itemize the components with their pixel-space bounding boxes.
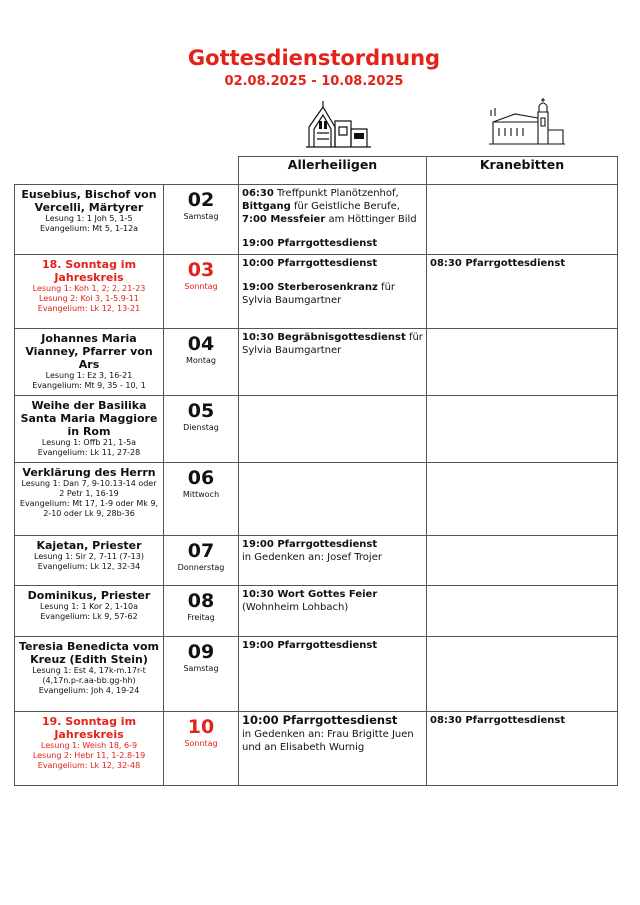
day-number: 08: [187, 590, 215, 612]
event-title: 7:00 Messfeier: [242, 214, 326, 225]
event-title: Bittgang: [242, 201, 291, 212]
saint-name: Johannes Maria Vianney, Pfarrer von Ars: [25, 332, 153, 371]
saint-name: Verklärung des Herrn: [22, 466, 156, 479]
table-row: [15, 586, 618, 637]
saint-cell: [15, 396, 164, 463]
event-title: 19:00 Pfarrgottesdienst: [242, 640, 378, 651]
day-cell: [164, 586, 239, 637]
saint-name: Teresia Benedicta vom Kreuz (Edith Stein): [19, 640, 159, 666]
day-cell: [164, 255, 239, 329]
saint-name: Eusebius, Bischof von Vercelli, Märtyrer: [21, 188, 157, 214]
event-text: für Sylvia Baumgartner: [242, 282, 396, 306]
reading: Lesung 1: Est 4, 17k-m.17r-t (4,17n.p-r.aa-bb.gg-hh): [32, 666, 146, 685]
reading: Lesung 2: Kol 3, 1-5.9-11: [39, 294, 139, 303]
event-title: 19:00 Pfarrgottesdienst: [242, 539, 378, 550]
table-row: [15, 712, 618, 786]
event-title: 10:00 Pfarrgottesdienst: [242, 713, 398, 727]
table-row: [15, 255, 618, 329]
day-cell: [164, 463, 239, 536]
table-row: [15, 536, 618, 586]
saint-name: 19. Sonntag im Jahreskreis: [41, 715, 137, 741]
event-title: 10:30 Begräbnisgottesdienst: [242, 332, 406, 343]
allerheiligen-events: [239, 637, 427, 712]
day-number: 09: [187, 641, 215, 663]
saint-cell: [15, 637, 164, 712]
weekday: Dienstag: [183, 423, 219, 432]
reading: Evangelium: Lk 12, 32-48: [37, 761, 141, 770]
schedule-table: [14, 156, 618, 786]
reading: Evangelium: Lk 12, 32-34: [37, 562, 141, 571]
church-allerheiligen-icon: [305, 99, 375, 151]
reading: Evangelium: Mt 5, 1-12a: [39, 224, 139, 233]
kranebitten-events: [427, 463, 618, 536]
table-row: [15, 396, 618, 463]
allerheiligen-events: [239, 463, 427, 536]
saint-cell: [15, 712, 164, 786]
saint-name: Kajetan, Priester: [36, 539, 142, 552]
reading: Lesung 1: Dan 7, 9-10.13-14 oder 2 Petr 1, 16-19: [21, 479, 157, 498]
weekday: Sonntag: [184, 739, 218, 748]
event-text: für Geistliche Berufe,: [290, 201, 400, 212]
table-row: [15, 329, 618, 396]
saint-cell: [15, 586, 164, 637]
allerheiligen-events: [239, 396, 427, 463]
reading: Evangelium: Lk 12, 13-21: [37, 304, 141, 313]
reading: Evangelium: Mt 9, 35 - 10, 1: [32, 381, 146, 390]
event-text: für Sylvia Baumgartner: [242, 332, 423, 356]
kranebitten-events: [427, 396, 618, 463]
day-cell: [164, 396, 239, 463]
reading: Lesung 1: 1 Joh 5, 1-5: [45, 214, 133, 223]
reading: Lesung 1: 1 Kor 2, 1-10a: [40, 602, 138, 611]
reading: Evangelium: Lk 11, 27-28: [37, 448, 141, 457]
kranebitten-events: [427, 329, 618, 396]
saint-name: Dominikus, Priester: [27, 589, 151, 602]
day-cell: [164, 536, 239, 586]
saint-name: Weihe der Basilika Santa Maria Maggiore in Rom: [20, 399, 158, 438]
table-row: [15, 185, 618, 255]
reading: Lesung 2: Hebr 11, 1-2.8-19: [32, 751, 146, 760]
weekday: Montag: [186, 356, 216, 365]
event-text: am Höttinger Bild: [325, 214, 417, 225]
kranebitten-events: [427, 637, 618, 712]
event-text: in Gedenken an: Josef Trojer: [242, 552, 382, 563]
weekday: Samstag: [183, 212, 219, 221]
weekday: Sonntag: [184, 282, 218, 291]
weekday: Mittwoch: [182, 490, 220, 499]
reading: Evangelium: Mt 17, 1-9 oder Mk 9, 2-10 oder Lk 9, 28b-36: [19, 499, 159, 518]
day-cell: [164, 329, 239, 396]
saint-cell: [15, 536, 164, 586]
column-header-allerheiligen: Allerheiligen: [239, 157, 427, 185]
column-header-kranebitten: Kranebitten: [427, 157, 618, 185]
church-kranebitten-icon: [487, 96, 567, 148]
event-time: 06:30: [242, 188, 274, 199]
allerheiligen-events: [239, 712, 427, 786]
date-range: 02.08.2025 - 10.08.2025: [224, 74, 404, 89]
allerheiligen-events: [239, 586, 427, 637]
event-title: 19:00 Pfarrgottesdienst: [242, 238, 378, 249]
saint-cell: [15, 255, 164, 329]
event-title: 08:30 Pfarrgottesdienst: [430, 258, 566, 269]
weekday: Samstag: [183, 664, 219, 673]
day-number: 05: [187, 400, 215, 422]
event-text: (Wohnheim Lohbach): [242, 602, 349, 613]
saint-name: 18. Sonntag im Jahreskreis: [41, 258, 137, 284]
allerheiligen-events: [239, 536, 427, 586]
day-number: 10: [187, 716, 215, 738]
weekday: Donnerstag: [177, 563, 225, 572]
allerheiligen-events: [239, 329, 427, 396]
event-text: Treffpunkt Planötzenhof,: [273, 188, 399, 199]
day-number: 06: [187, 467, 215, 489]
event-title: 19:00 Sterberosenkranz: [242, 282, 378, 293]
saint-cell: [15, 329, 164, 396]
event-title: 10:00 Pfarrgottesdienst: [242, 258, 378, 269]
reading: Lesung 1: Offb 21, 1-5a: [41, 438, 137, 447]
reading: Lesung 1: Koh 1, 2; 2, 21-23: [32, 284, 146, 293]
day-cell: [164, 712, 239, 786]
weekday: Freitag: [187, 613, 215, 622]
reading: Lesung 1: Weish 18, 6-9: [40, 741, 138, 750]
reading: Evangelium: Lk 9, 57-62: [40, 612, 138, 621]
reading: Lesung 1: Sir 2, 7-11 (7-13): [34, 552, 144, 561]
event-text: in Gedenken an: Frau Brigitte Juen und an Elisabeth Wurnig: [242, 729, 414, 753]
kranebitten-events: [427, 586, 618, 637]
table-row: [15, 463, 618, 536]
reading: Evangelium: Joh 4, 19-24: [38, 686, 140, 695]
day-cell: [164, 185, 239, 255]
reading: Lesung 1: Ez 3, 16-21: [45, 371, 133, 380]
day-number: 04: [187, 333, 215, 355]
saint-cell: [15, 463, 164, 536]
day-number: 03: [187, 259, 215, 281]
table-row: [15, 637, 618, 712]
header-blank: [15, 157, 239, 185]
day-number: 02: [187, 189, 215, 211]
event-title: 08:30 Pfarrgottesdienst: [430, 715, 566, 726]
kranebitten-events: [427, 255, 618, 329]
day-number: 07: [187, 540, 215, 562]
saint-cell: [15, 185, 164, 255]
allerheiligen-events: [239, 185, 427, 255]
kranebitten-events: [427, 712, 618, 786]
table-header-row: [15, 157, 618, 185]
allerheiligen-events: [239, 255, 427, 329]
event-title: 10:30 Wort Gottes Feier: [242, 589, 378, 600]
kranebitten-events: [427, 185, 618, 255]
kranebitten-events: [427, 536, 618, 586]
day-cell: [164, 637, 239, 712]
page-title: Gottesdienstordnung: [187, 46, 441, 70]
